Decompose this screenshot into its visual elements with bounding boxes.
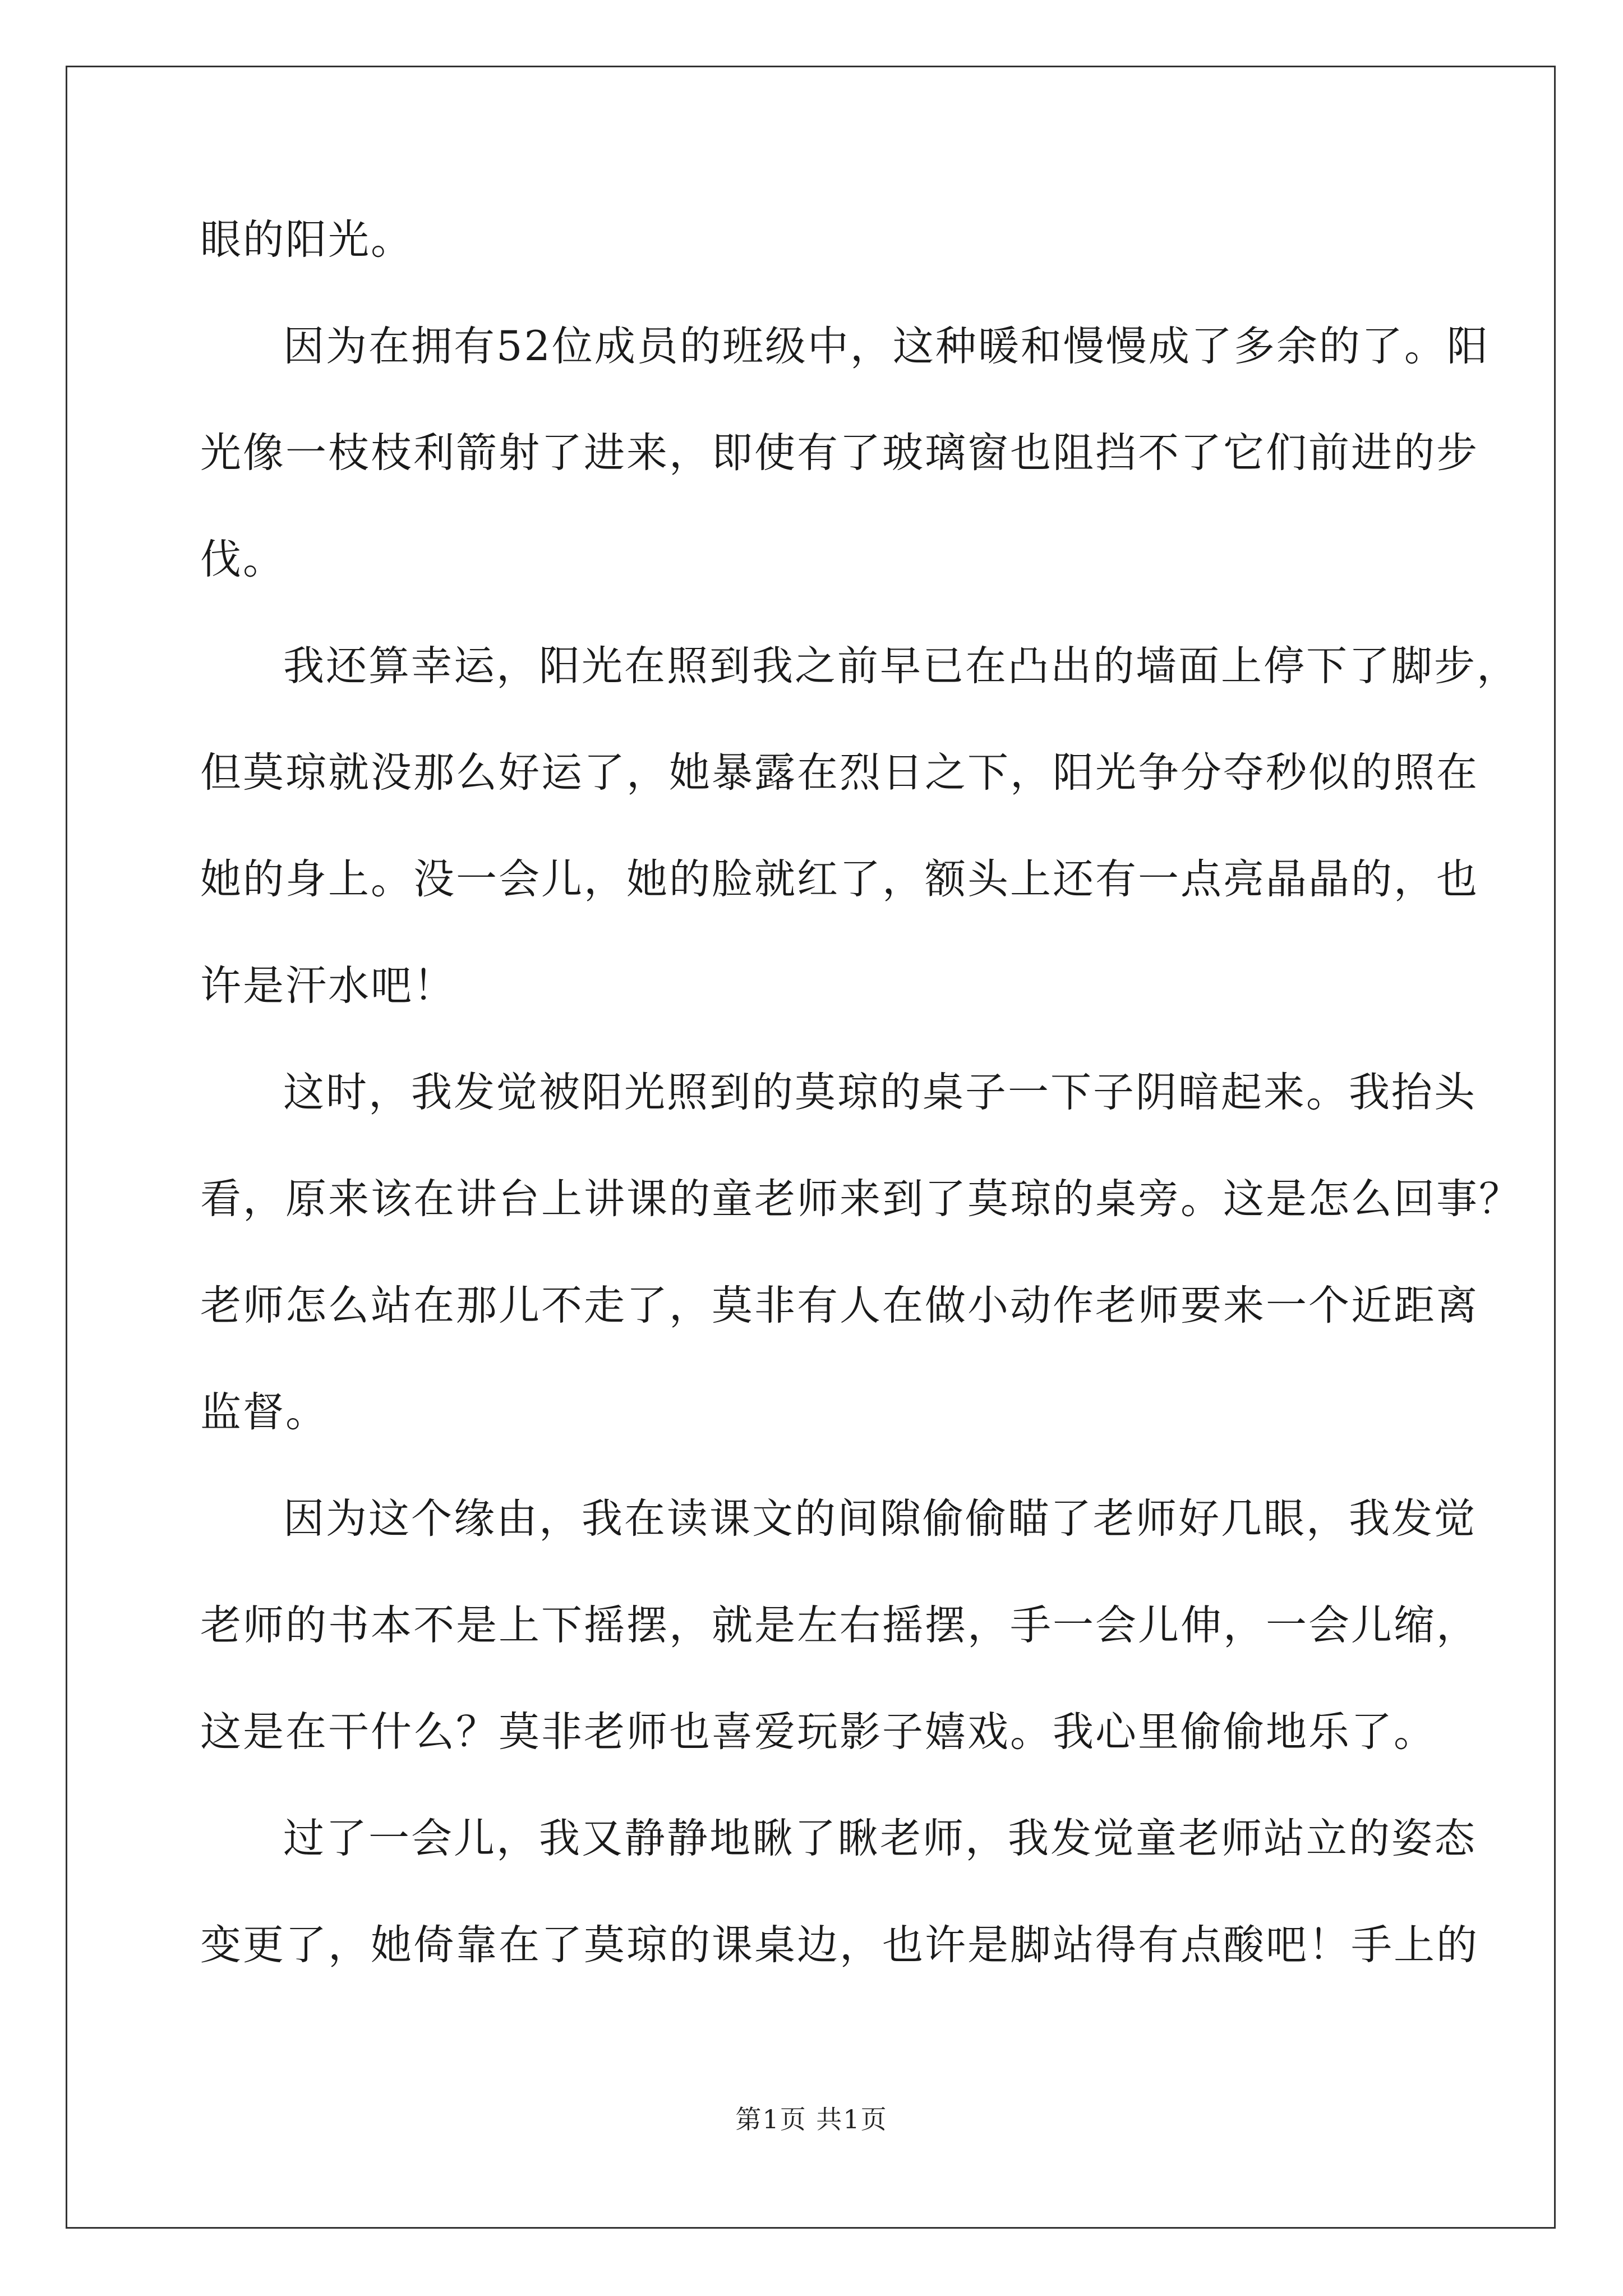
text-line: 监督。 xyxy=(200,1388,328,1436)
text-line: 但莫琼就没那么好运了，她暴露在烈日之下，阳光争分夺秒似的照在 xyxy=(200,749,1479,797)
text-line: 老师的书本不是上下摇摆，就是左右摇摆，手一会儿伸，一会儿缩， xyxy=(200,1602,1479,1649)
text-line: 因为在拥有52位成员的班级中，这种暖和慢慢成了多余的了。阳 xyxy=(283,323,1490,370)
text-line: 许是汗水吧！ xyxy=(200,962,456,1010)
text-line: 看，原来该在讲台上讲课的童老师来到了莫琼的桌旁。这是怎么回事？ xyxy=(200,1175,1521,1223)
text-line: 因为这个缘由，我在读课文的间隙偷偷瞄了老师好几眼，我发觉 xyxy=(283,1495,1477,1543)
text-line: 这是在干什么？莫非老师也喜爱玩影子嬉戏。我心里偷偷地乐了。 xyxy=(200,1708,1436,1756)
text-line: 这时，我发觉被阳光照到的莫琼的桌子一下子阴暗起来。我抬头 xyxy=(283,1069,1477,1116)
text-line: 过了一会儿，我又静静地瞅了瞅老师，我发觉童老师站立的姿态 xyxy=(283,1815,1477,1862)
text-line: 眼的阳光。 xyxy=(200,216,413,264)
text-line: 伐。 xyxy=(200,536,285,583)
text-line: 老师怎么站在那儿不走了，莫非有人在做小动作老师要来一个近距离 xyxy=(200,1282,1479,1329)
page-number-footer: 第1页 共1页 xyxy=(735,2104,888,2134)
document-body xyxy=(200,197,1521,2009)
text-line: 变更了，她倚靠在了莫琼的课桌边，也许是脚站得有点酸吧！手上的 xyxy=(200,1921,1479,1969)
text-line: 她的身上。没一会儿，她的脸就红了，额头上还有一点亮晶晶的，也 xyxy=(200,855,1479,903)
text-line: 我还算幸运，阳光在照到我之前早已在凸出的墙面上停下了脚步， xyxy=(283,642,1519,690)
text-line: 光像一枝枝利箭射了进来，即使有了玻璃窗也阻挡不了它们前进的步 xyxy=(200,429,1479,477)
